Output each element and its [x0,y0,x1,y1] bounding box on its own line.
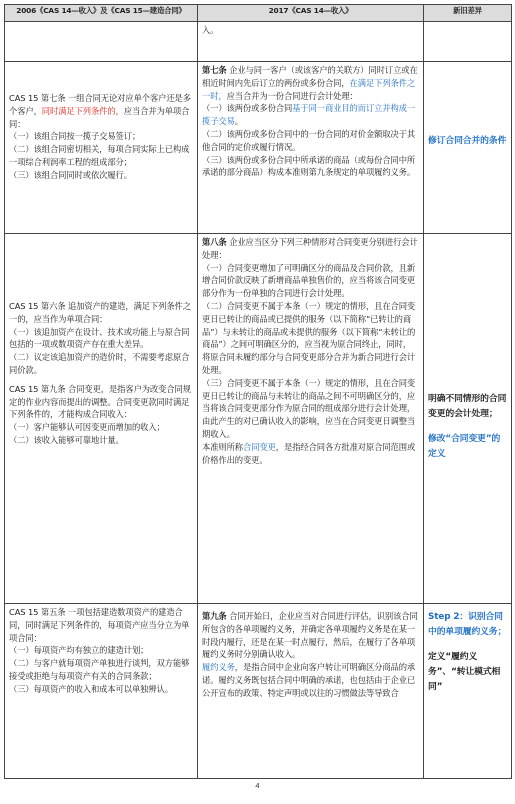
header-row [5,5,512,22]
header-new-standard: 2017《CAS 14—收入》 [198,5,424,22]
article-title: 第九条 [202,611,227,621]
article-title: 第七条 [202,65,227,75]
cell-text: 。 [234,116,243,127]
highlight-text: 同时满足下列条件的， [41,105,124,116]
difference-note: 明确不同情形的合同变更的会计处理； [428,394,507,419]
list-item: （二）该收入能够可靠地计量。 [9,434,124,445]
page-number: 4 [255,781,260,790]
list-item: （三）该两份或多份合同中所承诺的商品（或每份合同中所承诺的部分商品）构成本准则第九条规定的单项履约义务。 [202,154,416,178]
list-item: （一）该追加资产在设计、技术或功能上与原合同包括的一项或数项资产存在重大差异。 [9,326,190,350]
header-old-standard: 2006《CAS 14—收入》及《CAS 15—建造合同》 [5,5,198,22]
cell-text: 应当合并为单项合同： [9,105,190,129]
article-title: 第八条 [202,237,227,247]
cell-text: CAS 15 第九条 合同变更，是指客户为改变合同规定的作业内容而提出的调整。合同变更款同时满足下列条件的，才能构成合同收入： [9,383,191,420]
cell-new [198,62,424,234]
cell-old [5,604,198,779]
cell-diff [424,234,512,604]
list-item: （一）合同变更增加了可明确区分的商品及合同价款，且新增合同价款反映了新增商品单独售价的，应当将该合同变更部分作为一份单独的合同进行会计处理。 [202,262,416,299]
difference-note: 修订合同合并的条件 [428,136,507,146]
comparison-table [4,4,512,779]
list-item: （二）合同变更不属于本条（一）规定的情形，且在合同变更日已转让的商品或已提供的服务（以下简称“已转让的商品”）与未转让的商品或未提供的服务（以下简称“未转让的商品”）之间可明确区分的，应当视为原合同终止，同时，将原合同未履约部分与合同变更部分合并为新合同进行会计处理。 [202,300,416,375]
cell-text: ，是指经合同各方批准对原合同范围或价格作出的变更。 [202,441,416,465]
cell-old [5,62,198,234]
cell-new [198,234,424,604]
cell-text: （一）该两份或多份合同 [202,103,293,114]
list-item: （二）该组合同密切相关，每项合同实际上已构成一项综合利润率工程的组成部分； [9,144,190,167]
cell-text: 应当合并为一份合同进行会计处理： [226,90,358,101]
cell-text: 企业与同一客户（或该客户的关联方）同时订立或在相近时间内先后订立的两份或多份合同， [202,65,418,88]
highlight-text: 履约义务 [202,662,235,673]
table-row [5,22,512,62]
list-item: （二）与客户就每项资产单独进行谈判，双方能够接受或拒绝与每项资产有关的合同条款； [9,658,190,681]
table-row [5,604,512,779]
difference-note: 定义“履约义务”、“转让模式相同” [428,652,501,692]
list-item: （三）每项资产的收入和成本可以单独辨认。 [9,683,173,694]
highlight-text: 基于同一商业目的而订立并构成一揽子交易 [202,103,416,127]
highlight-text: 在满足下列条件之一时， [202,77,416,101]
highlight-text: 合同变更 [243,441,276,452]
cell-diff [424,604,512,779]
cell-text: CAS 15 第六条 追加资产的建造，满足下列条件之一的，应当作为单项合同： [9,301,191,324]
difference-note: 修改“合同变更”的定义 [428,434,501,459]
list-item: （三）合同变更不属于本条（一）规定的情形，且在合同变更日已转让的商品与未转让的商品之间不可明确区分的，应当将该合同变更部分作为原合同的组成部分进行会计处理，由此产生的对已确认收入的影响，应当在合同变更日调整当期收入。 [202,377,416,439]
cell-old [5,22,198,62]
list-item: （一）该组合同按一揽子交易签订； [9,131,141,142]
table-row [5,62,512,234]
cell-diff [424,62,512,234]
list-item: （一）客户能够认可因变更而增加的收入； [9,422,165,433]
cell-new [198,22,424,62]
cell-old [5,234,198,604]
cell-text: CAS 15 第五条 一项包括建造数项资产的建造合同，同时满足下列条件的，每项资产应当分立为单项合同： [9,607,190,643]
list-item: （二）议定该追加资产的造价时，不需要考虑原合同价款。 [9,352,190,375]
cell-text: ，是指合同中企业向客户转让可明确区分商品的承诺。履约义务既包括合同中明确的承诺，也包括由于企业已公开宣布的政策、特定声明或以往的习惯做法等导致合 [202,662,416,698]
table-row [5,234,512,604]
list-item: （一）每项资产均有独立的建造计划； [9,645,149,656]
list-item: （二）该两份或多份合同中的一份合同的对价金额取决于其他合同的定价或履行情况。 [202,128,416,152]
list-item: （三）该组合同同时或依次履行。 [9,169,132,180]
cell-new [198,604,424,779]
difference-note: Step 2：识别合同中的单项履约义务； [428,612,507,637]
cell-text: CAS 15 第七条 一组合同无论对应单个客户还是多个客户， [9,93,191,116]
cell-text: 合同开始日，企业应当对合同进行评估，识别该合同所包含的各单项履约义务，并确定各单项履约义务是在某一时段内履行，还是在某一时点履行，然后，在履行了各单项履约义务时分别确认收入。 [202,611,418,660]
cell-text: 本准则所称 [202,441,243,452]
cell-diff [424,22,512,62]
cell-text: 企业应当区分下列三种情形对合同变更分别进行会计处理： [202,237,418,260]
cell-text: 入。 [202,25,219,35]
header-differences: 新旧差异 [424,5,512,22]
